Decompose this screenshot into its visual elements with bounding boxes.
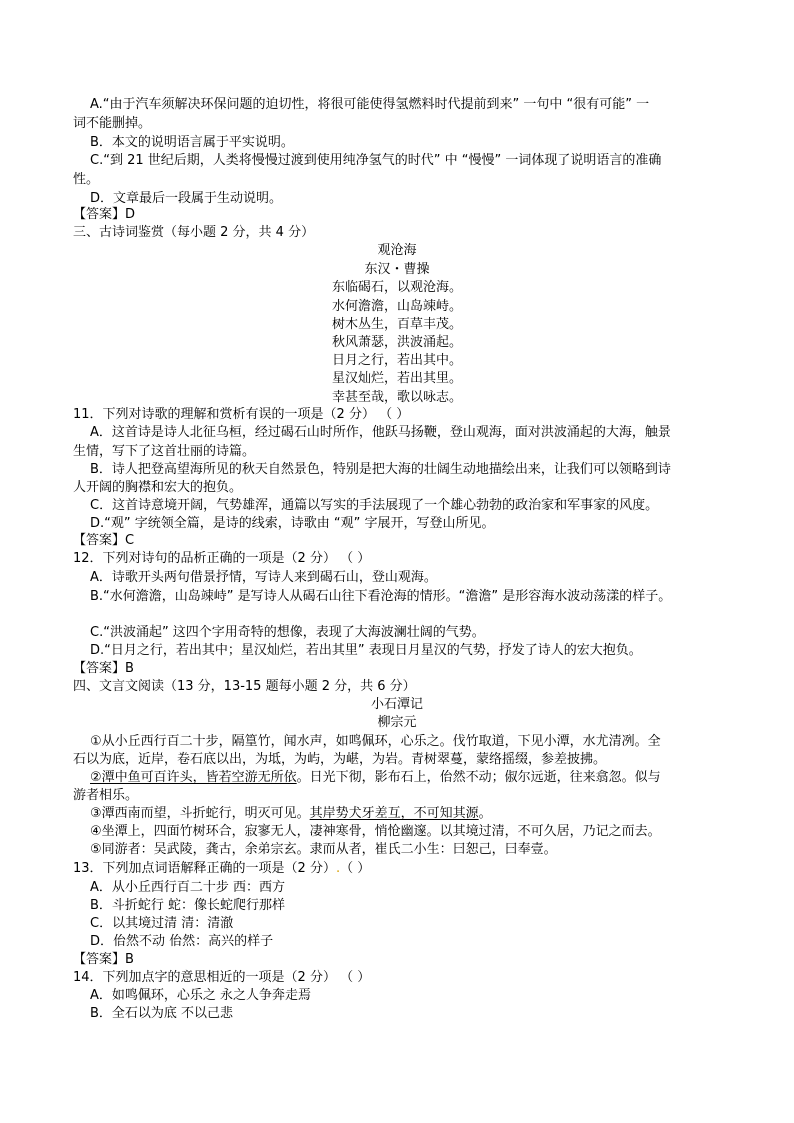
poem-line: 水何澹澹，山岛竦峙。	[331, 299, 462, 314]
poem-line: 日月之行，若出其中。	[331, 353, 462, 368]
passage-paragraph-2-line2: 游者相乐。	[73, 788, 139, 803]
poem-line: 秋风萧瑟，洪波涌起。	[331, 335, 462, 350]
poem-line: 东临碣石，以观沧海。	[331, 280, 462, 295]
q12-option-c: C.“洪波涌起” 这四个字用奇特的想像，表现了大海波澜壮阔的气势。	[90, 625, 485, 640]
q11-option-c: C．这首诗意境开阔，气势雄浑，通篇以写实的手法展现了一个雄心勃勃的政治家和军事家的风度。	[90, 498, 659, 513]
q11-option-a-line2: 生情，写下了这首壮丽的诗篇。	[73, 444, 256, 459]
q12-option-b: B.“水何澹澹，山岛竦峙” 是写诗人从碣石山往下看沧海的情形。“澹澹” 是形容海水波动荡漾的样子。	[90, 589, 672, 604]
q13-option-a: A．从小丘西行百二十步 西：西方	[90, 880, 286, 895]
q13-stem	[73, 860, 370, 878]
q14-stem: 14．下列加点字的意思相近的一项是（2 分） （ ）	[73, 970, 371, 985]
q11-option-a-line1: A．这首诗是诗人北征乌桓，经过碣石山时所作，他跃马扬鞭，登山观海，面对洪波涌起的大海，触景	[90, 425, 671, 440]
q10-option-a-line1: A.“由于汽车须解决环保问题的迫切性，将很可能使得氢燃料时代提前到来” 一句中 “很有可能” 一	[90, 97, 650, 112]
passage-paragraph-2-line1	[90, 769, 661, 787]
q13-option-c: C．以其境过清 清：清澈	[90, 916, 234, 931]
q11-stem: 11．下列对诗歌的理解和赏析有误的一项是（2 分） （ ）	[73, 407, 410, 422]
q10-option-d: D．文章最后一段属于生动说明。	[90, 191, 283, 206]
passage-title: 小石潭记	[370, 697, 423, 712]
poem-title: 观沧海	[377, 243, 417, 258]
q11-option-b-line2: 人开阔的胸襟和宏大的抱负。	[73, 480, 243, 495]
section4-heading: 四、文言文阅读（13 分，13-15 题每小题 2 分，共 6 分）	[73, 679, 416, 694]
q11-answer: 【答案】C	[73, 533, 135, 548]
q13-option-b: B．斗折蛇行 蛇：像长蛇爬行那样	[90, 898, 286, 913]
q13-stem-paren: （ ）	[340, 861, 371, 876]
q14-option-b: B．全石以为底 不以己悲	[90, 1006, 234, 1021]
q14-option-a: A．如鸣佩环，心乐之 永之人争奔走焉	[90, 988, 312, 1003]
poem-line: 幸甚至哉，歌以咏志。	[331, 390, 462, 405]
section3-heading: 三、古诗词鉴赏（每小题 2 分，共 4 分）	[73, 225, 315, 240]
q10-option-c-line2: 性。	[73, 172, 100, 187]
poem-line: 树木丛生，百草丰茂。	[331, 317, 462, 332]
passage-paragraph-1-line1: ①从小丘西行百二十步，隔篁竹，闻水声，如鸣佩环，心乐之。伐竹取道，下见小潭，水尤清冽。全	[90, 734, 661, 749]
passage-paragraph-5: ⑤同游者：吴武陵，龚古，余弟宗玄。隶而从者，崔氏二小生：曰恕己，曰奉壹。	[90, 842, 557, 857]
underlined-sentence: 其岸势犬牙差互，不可知其源	[309, 806, 479, 821]
q13-stem-dot: .	[335, 861, 341, 876]
passage-paragraph-4: ④坐潭上，四面竹树环合，寂寥无人，凄神寒骨，悄怆幽邃。以其境过清，不可久居，乃记之而去。	[90, 824, 661, 839]
q13-stem-text: 13．下列加点词语解释正确的一项是（2 分）	[73, 861, 336, 876]
q12-option-a: A．诗歌开头两句借景抒情，写诗人来到碣石山，登山观海。	[90, 570, 437, 585]
q10-option-a-line2: 词不能删掉。	[73, 116, 152, 131]
q13-answer: 【答案】B	[73, 952, 134, 967]
q12-option-d: D.“日月之行，若出其中；星汉灿烂，若出其里” 表现日月星汉的气势，抒发了诗人的宏大抱负。	[90, 643, 642, 658]
poem-line: 星汉灿烂，若出其里。	[331, 371, 462, 386]
passage-text: 。	[478, 806, 492, 821]
underlined-sentence: ②潭中鱼可百许头，皆若空游无所依	[90, 770, 297, 785]
q11-option-d: D.“观” 字统领全篇，是诗的线索，诗歌由 “观” 字展开，写登山所见。	[90, 516, 495, 531]
passage-paragraph-1-line2: 石以为底，近岸，卷石底以出，为坻，为屿，为嵁，为岩。青树翠蔓，蒙络摇缀，参差披拂。	[73, 752, 607, 767]
q10-option-c-line1: C.“到 21 世纪后期，人类将慢慢过渡到使用纯净氢气的时代” 中 “慢慢” 一词体现了说明语言的准确	[90, 153, 662, 168]
poem-author: 东汉・曹操	[364, 262, 430, 277]
passage-text: 。日光下彻，影布石上，佁然不动；俶尔远逝，往来翕忽。似与	[296, 770, 661, 785]
q13-option-d: D．佁然不动 佁然：高兴的样子	[90, 934, 274, 949]
q10-option-b: B．本文的说明语言属于平实说明。	[90, 135, 294, 150]
passage-paragraph-3	[90, 805, 492, 823]
q11-option-b-line1: B．诗人把登高望海所见的秋天自然景色，特别是把大海的壮阔生动地描绘出来，让我们可以领略到诗	[90, 462, 671, 477]
q10-answer: 【答案】D	[73, 207, 136, 222]
q12-stem: 12．下列对诗句的品析正确的一项是（2 分） （ ）	[73, 551, 371, 566]
passage-text: ③潭西南而望，斗折蛇行，明灭可见。	[90, 806, 310, 821]
q12-answer: 【答案】B	[73, 661, 134, 676]
passage-author: 柳宗元	[377, 715, 417, 730]
